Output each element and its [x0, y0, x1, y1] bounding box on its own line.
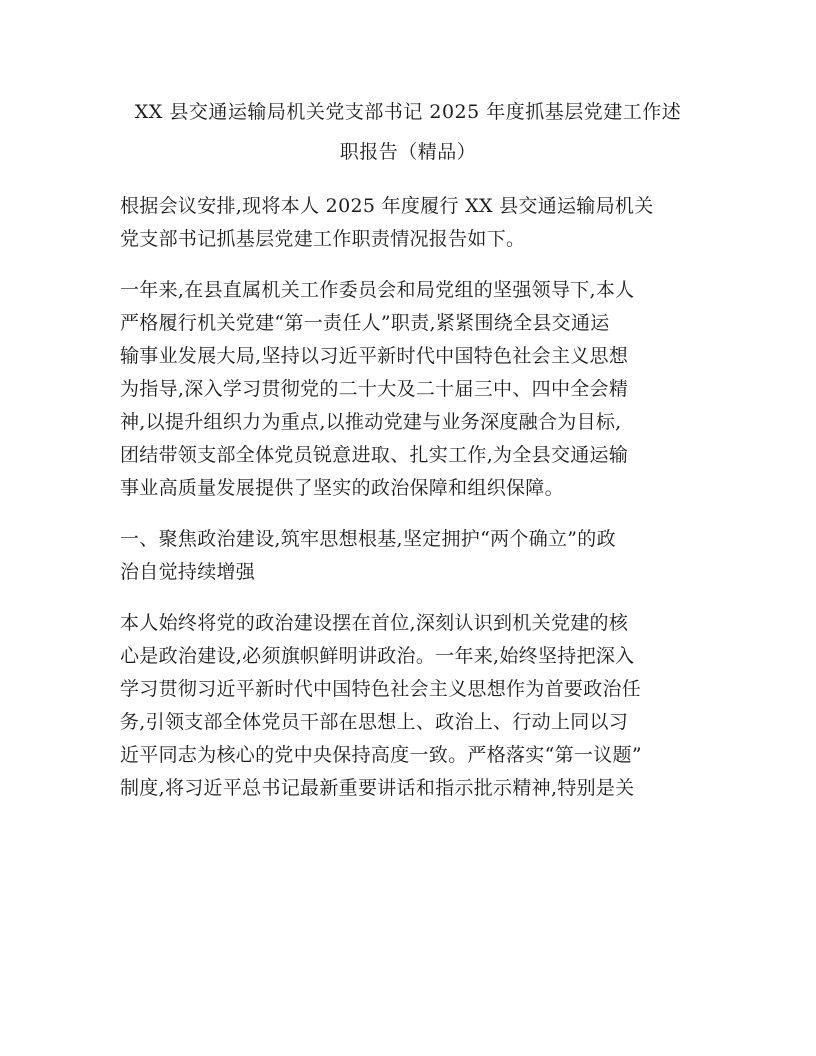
paragraph-overview — [120, 274, 720, 505]
title-line: 职报告（精品） — [339, 141, 477, 163]
paragraph-political-building — [120, 607, 720, 805]
text-line: 事业高质量发展提供了坚实的政治保障和组织保障。 — [120, 477, 564, 499]
text-line: 党支部书记抓基层党建工作职责情况报告如下。 — [120, 228, 526, 250]
text-line: 近平同志为核心的党中央保持高度一致。严格落实“第一议题” — [120, 744, 642, 766]
text-line: 严格履行机关党建“第一责任人”职责,紧紧围绕全县交通运 — [120, 312, 610, 334]
text-line: 团结带领支部全体党员锐意进取、扎实工作,为全县交通运输 — [120, 444, 629, 466]
text-line: 学习贯彻习近平新时代中国特色社会主义思想作为首要政治任 — [120, 678, 642, 700]
section-heading-1 — [120, 523, 720, 589]
title-line: XX 县交通运输局机关党支部书记 2025 年度抓基层党建工作述 — [134, 101, 682, 123]
text-line: 务,引领支部全体党员干部在思想上、政治上、行动上同以习 — [120, 711, 629, 733]
text-line: 一年来,在县直属机关工作委员会和局党组的坚强领导下,本人 — [120, 279, 635, 301]
text-line: 输事业发展大局,坚持以习近平新时代中国特色社会主义思想 — [120, 345, 629, 367]
document-title — [90, 92, 726, 172]
text-line: 根据会议安排,现将本人 2025 年度履行 XX 县交通运输局机关 — [120, 195, 654, 217]
text-line: 一、聚焦政治建设,筑牢思想根基,坚定拥护“两个确立”的政 — [120, 528, 616, 550]
text-line: 治自觉持续增强 — [120, 561, 256, 583]
document-body — [120, 190, 720, 823]
paragraph-intro — [120, 190, 720, 256]
text-line: 心是政治建设,必须旗帜鲜明讲政治。一年来,始终坚持把深入 — [120, 645, 635, 667]
text-line: 神,以提升组织力为重点,以推动党建与业务深度融合为目标, — [120, 411, 622, 433]
text-line: 本人始终将党的政治建设摆在首位,深刻认识到机关党建的核 — [120, 612, 629, 634]
text-line: 为指导,深入学习贯彻党的二十大及二十届三中、四中全会精 — [120, 378, 629, 400]
text-line: 制度,将习近平总书记最新重要讲话和指示批示精神,特别是关 — [120, 777, 635, 799]
